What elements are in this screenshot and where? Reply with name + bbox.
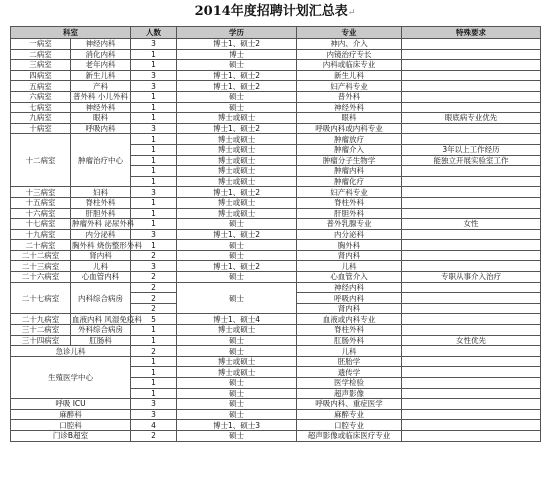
count-cell: 3 [131, 39, 177, 50]
edu-cell: 硕士 [177, 250, 297, 261]
ward-cell: 二十病室 [11, 240, 71, 251]
title-text: 2014年度招聘计划汇总表 [194, 4, 348, 19]
count-cell: 1 [131, 144, 177, 155]
major-cell: 肾内科 [297, 250, 402, 261]
special-cell: 女性 [402, 219, 541, 230]
count-cell: 3 [131, 261, 177, 272]
major-cell: 肿瘤介入 [297, 144, 402, 155]
major-cell: 脊柱外科 [297, 197, 402, 208]
ward-cell: 二十九病室 [11, 314, 71, 325]
special-cell [402, 208, 541, 219]
count-cell: 1 [131, 335, 177, 346]
table-row [11, 113, 541, 124]
table-row [11, 102, 541, 113]
major-cell: 普外乳腺专业 [297, 219, 402, 230]
count-cell: 2 [131, 293, 177, 304]
major-cell: 肿瘤化疗 [297, 176, 402, 187]
special-cell [402, 303, 541, 314]
count-cell: 3 [131, 81, 177, 92]
special-cell [402, 261, 541, 272]
special-cell [402, 123, 541, 134]
ward-cell: 三十二病室 [11, 325, 71, 336]
major-cell: 超声影像 [297, 388, 402, 399]
special-cell [402, 49, 541, 60]
dept-cell: 肛肠科 [71, 335, 131, 346]
ward-cell: 五病室 [11, 81, 71, 92]
special-cell [402, 134, 541, 145]
special-cell [402, 409, 541, 420]
ward-cell: 十七病室 [11, 219, 71, 230]
count-cell: 1 [131, 325, 177, 336]
major-cell: 神经外科 [297, 102, 402, 113]
table-row [11, 314, 541, 325]
table-row [11, 272, 541, 283]
major-cell: 胸外科 [297, 240, 402, 251]
dept-cell: 产科 [71, 81, 131, 92]
table-row [11, 91, 541, 102]
header-major: 专业 [297, 27, 402, 39]
dept-cell: 血液内科 风湿免疫科 [72, 314, 142, 324]
special-cell [402, 388, 541, 399]
dept-cell: 内科综合病房 [71, 282, 131, 314]
major-cell: 呼吸内科或内科专业 [297, 123, 402, 134]
ward-cell: 二病室 [11, 49, 71, 60]
special-cell [402, 197, 541, 208]
special-cell [402, 91, 541, 102]
table-row [11, 197, 541, 208]
edu-cell: 硕士 [177, 346, 297, 357]
table-row [11, 81, 541, 92]
major-cell: 妇产科专业 [297, 81, 402, 92]
edu-cell: 博士1、硕士3 [177, 420, 297, 431]
dept-cell: 肝胆外科 [71, 208, 131, 219]
edu-cell: 博士1、硕士2 [177, 39, 297, 50]
ward-cell: 急诊儿科 [11, 346, 131, 357]
count-cell: 1 [131, 134, 177, 145]
special-cell [402, 176, 541, 187]
major-cell: 血液或内科专业 [297, 314, 402, 325]
major-cell: 妇产科专业 [297, 187, 402, 198]
major-cell: 肿瘤分子生物学 [297, 155, 402, 166]
dept-cell: 老年内科 [71, 60, 131, 71]
special-cell: 3年以上工作经历 [402, 144, 541, 155]
edu-cell: 硕士 [177, 60, 297, 71]
ward-cell: 十六病室 [11, 208, 71, 219]
ward-cell: 七病室 [11, 102, 71, 113]
major-cell: 呼吸内科 [297, 293, 402, 304]
dept-cell: 胸外科 烧伤整形外科 [72, 240, 142, 250]
count-cell: 1 [131, 155, 177, 166]
major-cell: 口腔专业 [297, 420, 402, 431]
edu-cell: 硕士 [177, 102, 297, 113]
edu-cell: 博士1、硕士4 [177, 314, 297, 325]
count-cell: 1 [131, 378, 177, 389]
edu-cell: 博士 [177, 49, 297, 60]
edu-cell: 博士或硕士 [177, 208, 297, 219]
count-cell: 1 [131, 197, 177, 208]
dept-cell: 儿科 [71, 261, 131, 272]
edu-cell: 硕士 [177, 378, 297, 389]
ward-cell: 呼吸 ICU [11, 399, 131, 410]
count-cell: 1 [131, 356, 177, 367]
dept-cell: 内分泌科 [71, 229, 131, 240]
count-cell: 1 [131, 388, 177, 399]
count-cell: 1 [131, 176, 177, 187]
major-cell: 神内、介入 [297, 39, 402, 50]
dept-cell: 呼吸内科 [71, 123, 131, 134]
ward-cell: 口腔科 [11, 420, 131, 431]
major-cell: 儿科 [297, 346, 402, 357]
ward-cell: 三病室 [11, 60, 71, 71]
special-cell [402, 399, 541, 410]
dept-cell: 眼科 [71, 113, 131, 124]
edu-cell: 博士1、硕士2 [177, 261, 297, 272]
edu-cell: 博士或硕士 [177, 356, 297, 367]
count-cell: 1 [131, 367, 177, 378]
special-cell [402, 367, 541, 378]
ward-cell: 生殖医学中心 [11, 356, 131, 398]
special-cell [402, 293, 541, 304]
dept-cell: 肾内科 [71, 250, 131, 261]
header-count: 人数 [131, 27, 177, 39]
dept-cell: 心血管内科 [71, 272, 131, 283]
dept-cell: 神经外科 [71, 102, 131, 113]
special-cell [402, 166, 541, 177]
special-cell [402, 430, 541, 441]
edu-cell: 硕士 [177, 282, 297, 314]
major-cell: 肝胆外科 [297, 208, 402, 219]
dept-cell: 神经内科 [71, 39, 131, 50]
ward-cell: 十五病室 [11, 197, 71, 208]
count-cell: 2 [131, 272, 177, 283]
dept-cell: 消化内科 [71, 49, 131, 60]
table-row [11, 356, 541, 367]
edu-cell: 博士或硕士 [177, 155, 297, 166]
table-row [11, 219, 541, 230]
table-row [11, 123, 541, 134]
dept-cell: 外科综合病房 [71, 325, 131, 336]
count-cell: 1 [131, 240, 177, 251]
ward-cell: 二十三病室 [11, 261, 71, 272]
table-row [11, 229, 541, 240]
major-cell: 肛肠外科 [297, 335, 402, 346]
count-cell: 3 [131, 399, 177, 410]
edu-cell: 博士或硕士 [177, 197, 297, 208]
ward-cell: 门诊B超室 [11, 430, 131, 441]
ward-cell: 九病室 [11, 113, 71, 124]
edu-cell: 硕士 [177, 240, 297, 251]
special-cell [402, 378, 541, 389]
table-row [11, 240, 541, 251]
major-cell: 医学检验 [297, 378, 402, 389]
dept-cell: 普外科 小儿外科 [71, 91, 131, 102]
edu-cell: 博士或硕士 [177, 113, 297, 124]
major-cell: 内镜治疗专长 [297, 49, 402, 60]
edu-cell: 博士1、硕士2 [177, 187, 297, 198]
major-cell: 肾内科 [297, 303, 402, 314]
edu-cell: 博士或硕士 [177, 176, 297, 187]
edu-cell: 博士或硕士 [177, 367, 297, 378]
count-cell: 2 [131, 346, 177, 357]
table-row [11, 420, 541, 431]
dept-cell: 新生儿科 [71, 70, 131, 81]
count-cell: 3 [131, 187, 177, 198]
edu-cell: 博士1、硕士2 [177, 70, 297, 81]
table-row [11, 282, 541, 293]
special-cell [402, 240, 541, 251]
ward-cell: 六病室 [11, 91, 71, 102]
dept-cell: 肿瘤外科 泌尿外科 [72, 219, 135, 229]
count-cell: 1 [131, 208, 177, 219]
count-cell: 2 [131, 430, 177, 441]
count-cell: 2 [131, 303, 177, 314]
header-education: 学历 [177, 27, 297, 39]
edu-cell: 博士1、硕士2 [177, 123, 297, 134]
edu-cell: 硕士 [177, 219, 297, 230]
table-row [11, 335, 541, 346]
edu-cell: 博士或硕士 [177, 144, 297, 155]
edu-cell: 硕士 [177, 430, 297, 441]
edu-cell: 硕士 [177, 335, 297, 346]
header-department: 科室 [11, 27, 131, 39]
dept-cell: 肿瘤治疗中心 [71, 134, 131, 187]
table-row [11, 325, 541, 336]
count-cell: 3 [131, 70, 177, 81]
count-cell: 3 [131, 409, 177, 420]
edu-cell: 博士或硕士 [177, 134, 297, 145]
count-cell: 2 [131, 250, 177, 261]
special-cell [402, 60, 541, 71]
major-cell: 肿瘤内科 [297, 166, 402, 177]
table-row [11, 261, 541, 272]
edu-cell: 硕士 [177, 388, 297, 399]
table-row [11, 430, 541, 441]
ward-cell: 二十二病室 [11, 250, 71, 261]
major-cell: 普外科 [297, 91, 402, 102]
major-cell: 新生儿科 [297, 70, 402, 81]
special-cell [402, 314, 541, 325]
ward-cell: 二十六病室 [11, 272, 71, 283]
major-cell: 遗传学 [297, 367, 402, 378]
table-row [11, 399, 541, 410]
special-cell: 能独立开展实验室工作 [402, 155, 541, 166]
table-row [11, 346, 541, 357]
table-header-row [11, 27, 541, 39]
major-cell: 内科或临床专业 [297, 60, 402, 71]
edu-cell: 硕士 [177, 399, 297, 410]
count-cell: 1 [131, 113, 177, 124]
major-cell: 超声影像或临床医疗专业 [297, 430, 402, 441]
ward-cell: 十三病室 [11, 187, 71, 198]
count-cell: 1 [131, 91, 177, 102]
major-cell: 心血管介入 [297, 272, 402, 283]
special-cell [402, 187, 541, 198]
ward-cell: 十九病室 [11, 229, 71, 240]
table-row [11, 250, 541, 261]
major-cell: 脊柱外科 [297, 325, 402, 336]
special-cell [402, 346, 541, 357]
count-cell: 1 [131, 102, 177, 113]
table-row [11, 49, 541, 60]
special-cell [402, 70, 541, 81]
special-cell: 眼底病专业优先 [402, 113, 541, 124]
ward-cell: 四病室 [11, 70, 71, 81]
edu-cell: 硕士 [177, 91, 297, 102]
ward-cell: 一病室 [11, 39, 71, 50]
paragraph-mark: ↵ [347, 8, 356, 18]
major-cell: 呼吸内科、重症医学 [297, 399, 402, 410]
ward-cell: 十病室 [11, 123, 71, 134]
edu-cell: 硕士 [177, 272, 297, 283]
edu-cell: 博士或硕士 [177, 166, 297, 177]
count-cell: 1 [131, 166, 177, 177]
table-row [11, 134, 541, 145]
edu-cell: 博士或硕士 [177, 325, 297, 336]
recruitment-plan-table [10, 26, 541, 442]
special-cell [402, 420, 541, 431]
major-cell: 胚胎学 [297, 356, 402, 367]
special-cell [402, 102, 541, 113]
count-cell: 3 [131, 123, 177, 134]
count-cell: 3 [131, 229, 177, 240]
table-row [11, 187, 541, 198]
document-title [0, 2, 550, 22]
major-cell: 内分泌科 [297, 229, 402, 240]
count-cell: 2 [131, 282, 177, 293]
table-row [11, 39, 541, 50]
table-row [11, 208, 541, 219]
special-cell [402, 229, 541, 240]
major-cell: 眼科 [297, 113, 402, 124]
ward-cell: 麻醉科 [11, 409, 131, 420]
major-cell: 儿科 [297, 261, 402, 272]
special-cell: 女性优先 [402, 335, 541, 346]
table-row [11, 409, 541, 420]
count-cell: 4 [131, 420, 177, 431]
count-cell: 1 [131, 219, 177, 230]
count-cell: 5 [131, 314, 177, 325]
major-cell: 肿瘤放疗 [297, 134, 402, 145]
special-cell: 专职从事介入治疗 [402, 272, 541, 283]
count-cell: 1 [131, 49, 177, 60]
special-cell [402, 250, 541, 261]
ward-cell: 十二病室 [11, 134, 71, 187]
dept-cell: 脊柱外科 [71, 197, 131, 208]
table-row [11, 60, 541, 71]
special-cell [402, 356, 541, 367]
major-cell: 麻醉专业 [297, 409, 402, 420]
count-cell: 1 [131, 60, 177, 71]
special-cell [402, 81, 541, 92]
table-row [11, 70, 541, 81]
special-cell [402, 282, 541, 293]
special-cell [402, 325, 541, 336]
header-special: 特殊要求 [402, 27, 541, 39]
edu-cell: 博士1、硕士2 [177, 229, 297, 240]
dept-cell: 妇科 [71, 187, 131, 198]
ward-cell: 二十七病室 [11, 282, 71, 314]
ward-cell: 三十四病室 [11, 335, 71, 346]
special-cell [402, 39, 541, 50]
edu-cell: 硕士 [177, 409, 297, 420]
major-cell: 神经内科 [297, 282, 402, 293]
edu-cell: 博士1、硕士2 [177, 81, 297, 92]
